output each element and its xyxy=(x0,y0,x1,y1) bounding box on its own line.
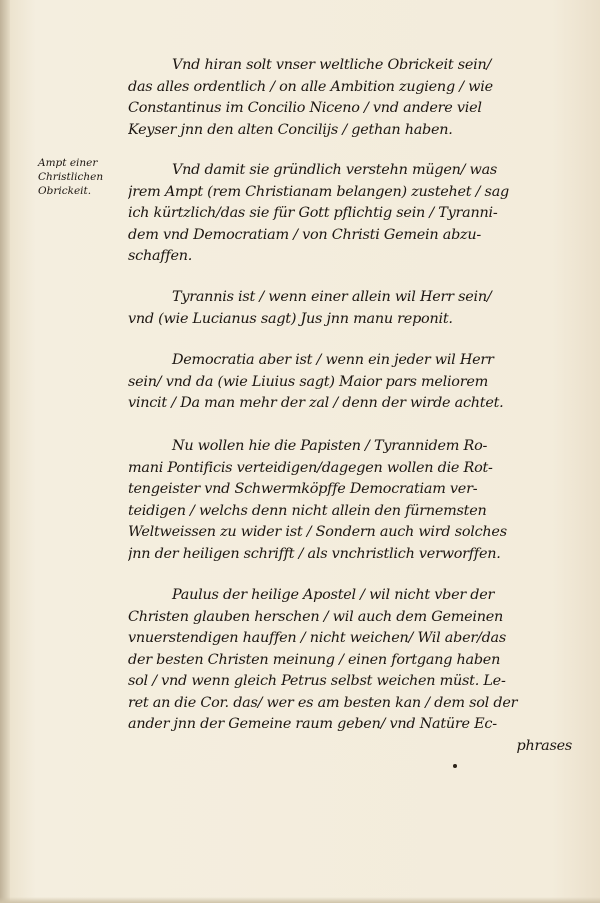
ink-dot xyxy=(453,764,457,768)
text-line: Christen glauben herschen / wil auch dem Gemeinen xyxy=(128,608,504,625)
page-bottom-edge xyxy=(0,897,600,903)
text-line: jnn der heiligen schrifft / als vnchristlich verworffen. xyxy=(128,545,501,562)
margin-note xyxy=(38,156,128,198)
text-line: mani Pontificis verteidigen/dagegen wollen die Rot- xyxy=(128,459,493,476)
paragraph-1 xyxy=(128,55,580,141)
text-line: der besten Christen meinung / einen fortgang haben xyxy=(128,651,501,668)
paragraph-3 xyxy=(128,287,580,330)
text-line: sol / vnd wenn gleich Petrus selbst weichen müst. Le- xyxy=(128,673,506,689)
page-gutter xyxy=(0,0,10,903)
text-line: Constantinus im Concilio Niceno / vnd andere viel xyxy=(128,100,482,116)
catchword: phrases xyxy=(516,737,572,754)
text-line: teidigen / welchs denn nicht allein den fürnemsten xyxy=(128,502,487,519)
text-line: sein/ vnd da (wie Liuius sagt) Maior pars meliorem xyxy=(128,373,489,390)
paragraph-5 xyxy=(128,436,580,565)
text-line: dem vnd Democratiam / von Christi Gemein abzu- xyxy=(128,226,481,243)
text-line: ret an die Cor. das/ wer es am besten kan / dem sol der xyxy=(128,694,518,711)
margin-note-line: Ampt einer xyxy=(38,157,98,169)
text-line: Nu wollen hie die Papisten / Tyrannidem Ro- xyxy=(172,438,488,454)
paragraph-4 xyxy=(128,350,580,415)
text-line: das alles ordentlich / on alle Ambition zugieng / wie xyxy=(128,78,493,95)
margin-note-line: Christlichen xyxy=(38,171,104,183)
text-line: vincit / Da man mehr der zal / denn der wirde achtet. xyxy=(128,395,504,411)
text-line: tengeister vnd Schwermköpffe Democratiam ver- xyxy=(128,481,478,497)
paragraph-2 xyxy=(128,160,580,268)
text-line: vnd (wie Lucianus sagt) Jus jnn manu reponit. xyxy=(128,310,453,327)
text-line: Tyrannis ist / wenn einer allein wil Herr sein/ xyxy=(172,289,492,305)
text-line: Vnd damit sie gründlich verstehn mügen/ was xyxy=(172,162,498,178)
text-line: ich kürtzlich/das sie für Gott pflichtig sein / Tyranni- xyxy=(128,205,498,221)
text-line: vnuerstendigen hauffen / nicht weichen/ Wil aber/das xyxy=(128,630,507,646)
text-line: Vnd hiran solt vnser weltliche Obrickeit sein/ xyxy=(172,57,492,73)
text-line: ander jnn der Gemeine raum geben/ vnd Natüre Ec- xyxy=(128,716,497,732)
margin-note-line: Obrickeit. xyxy=(38,185,92,197)
text-line: schaffen. xyxy=(128,248,193,264)
text-line: Democratia aber ist / wenn ein jeder wil Herr xyxy=(172,352,494,368)
text-line: Paulus der heilige Apostel / wil nicht vber der xyxy=(172,587,495,603)
text-line: jrem Ampt (rem Christianam belangen) zustehet / sag xyxy=(128,183,509,200)
text-line: Weltweissen zu wider ist / Sondern auch wird solches xyxy=(128,524,507,540)
text-line: Keyser jnn den alten Concilijs / gethan haben. xyxy=(128,121,453,138)
paragraph-6 xyxy=(128,585,580,757)
